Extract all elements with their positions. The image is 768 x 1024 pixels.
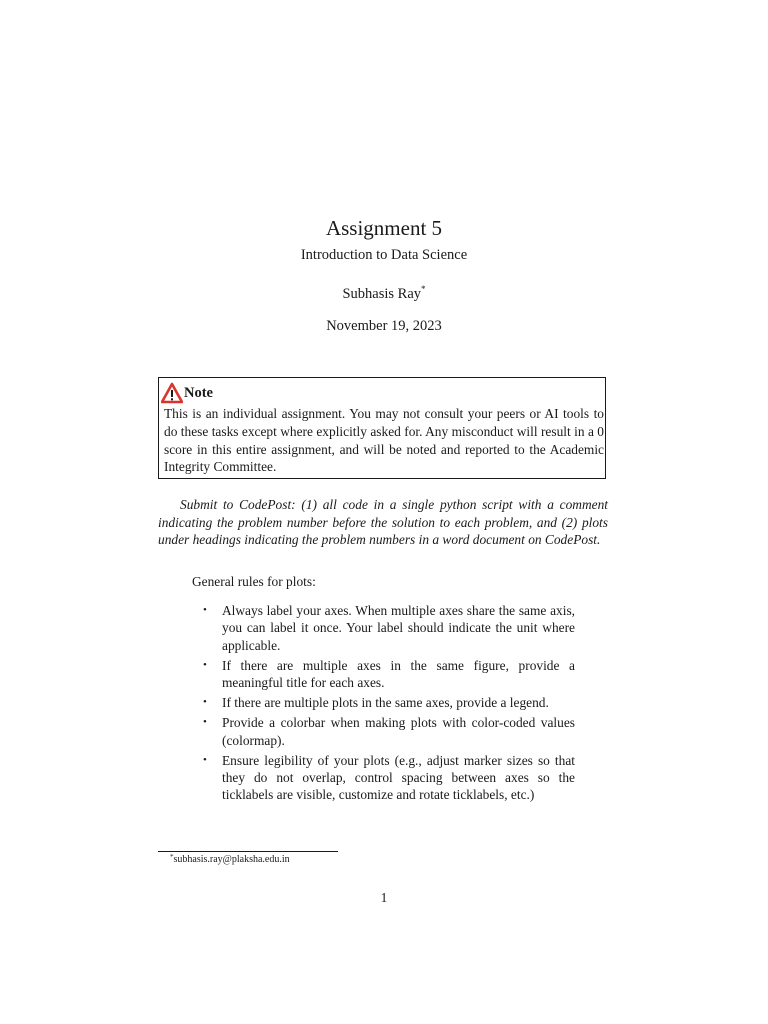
- list-item: [203, 752, 575, 804]
- bullet-icon: •: [203, 658, 207, 671]
- rules-list: [203, 602, 575, 806]
- page-number: 1: [380, 890, 388, 905]
- note-header: [161, 382, 213, 404]
- bullet-icon: •: [203, 696, 207, 709]
- document-title: Assignment 5: [325, 216, 443, 240]
- list-item-text: If there are multiple axes in the same figure, provide a meaningful title for each axes.: [222, 657, 575, 691]
- list-item-text: Ensure legibility of your plots (e.g., adjust marker sizes so that they do not overlap, control spacing between axes so the ticklabels are visible, customize and rotate ticklabels, etc.): [222, 752, 575, 803]
- document-subtitle: Introduction to Data Science: [300, 247, 468, 263]
- warning-icon: [161, 382, 183, 404]
- bullet-icon: •: [203, 716, 207, 729]
- bullet-icon: •: [203, 604, 207, 616]
- footnote: [170, 854, 290, 865]
- author-footnote-mark: *: [421, 284, 426, 294]
- note-box: [158, 377, 606, 479]
- note-text: This is an individual assignment. You may not consult your peers or AI tools to do these tasks except where explicitly asked for. Any misconduct will result in a 0 score in this entire assignment, and will be noted and reported to the Academic Integrity Committee.: [164, 406, 604, 475]
- list-item: [203, 657, 575, 692]
- author-name: Subhasis Ray: [342, 286, 422, 302]
- list-item: [203, 602, 575, 654]
- submission-instructions: Submit to CodePost: (1) all code in a single python script with a comment indicating the problem number before the solution to each problem, and (2) plots under headings indicating the problem numbers in a word document on CodePost.: [158, 497, 608, 548]
- footnote-divider: [158, 851, 338, 852]
- list-item-text: If there are multiple plots in the same axes, provide a legend.: [222, 695, 549, 711]
- bullet-icon: •: [203, 753, 207, 766]
- list-item: [203, 714, 575, 749]
- footnote-email: subhasis.ray@plaksha.edu.in: [173, 854, 290, 865]
- list-item-text: Always label your axes. When multiple axes share the same axis, you can label it once. Your label should indicate the unit where applicable.: [222, 603, 575, 653]
- author-line: [0, 286, 768, 303]
- footnote-mark: *: [170, 853, 174, 861]
- note-label: Note: [184, 384, 213, 401]
- rules-heading: General rules for plots:: [192, 574, 316, 589]
- document-date: November 19, 2023: [326, 318, 442, 334]
- list-item-text: Provide a colorbar when making plots with color-coded values (colormap).: [222, 715, 575, 748]
- list-item: [203, 694, 575, 711]
